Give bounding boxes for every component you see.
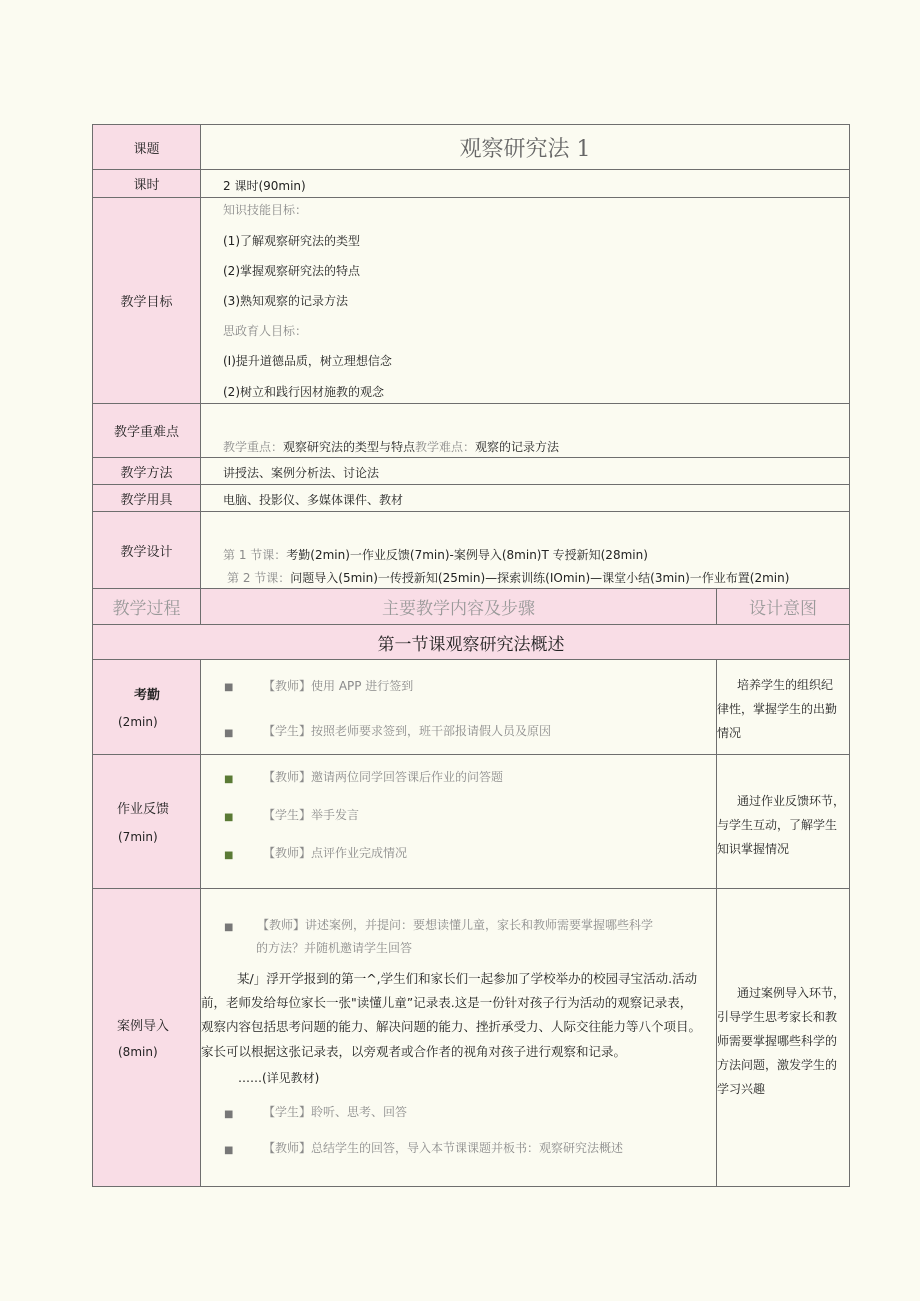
step-case-content xyxy=(200,888,717,1187)
list-item: 【教师】邀请两位同学回答课后作业的问答题 xyxy=(263,770,504,784)
section-title: 第一节课观察研究法概述 xyxy=(92,624,850,660)
bullet-icon: ■ xyxy=(224,812,234,823)
step-case-intent: 通过案例导入环节， 引导学生思考家长和教 师需要掌握哪些科学的 方法问题，激发学生的 学习兴趣 xyxy=(716,888,850,1187)
step-name: 作业反馈 xyxy=(117,802,170,817)
course-label: 课题 xyxy=(92,124,201,170)
list-item: 【教师】总结学生的回答，导入本节课课题并板书：观察研究法概述 xyxy=(263,1141,624,1155)
list-item: 【学生】聆听、思考、回答 xyxy=(263,1105,408,1119)
hours-value: 2 课时(90min) xyxy=(223,179,306,193)
bullet-icon: ■ xyxy=(224,728,234,739)
bullet-icon: ■ xyxy=(224,850,234,861)
methods-value: 讲授法、案例分析法、讨论法 xyxy=(223,466,380,480)
case-text: 某/」浮开学报到的第一^,学生们和家长们一起参加了学校举办的校园寻宝活动.活动 xyxy=(237,971,698,986)
hours-cell xyxy=(200,169,850,198)
list-item: 【学生】按照老师要求签到，班干部报请假人员及原因 xyxy=(263,724,552,738)
objectives-label: 教学目标 xyxy=(92,197,201,404)
list-item: 【教师】点评作业完成情况 xyxy=(263,846,408,860)
list-item: 【学生】举手发言 xyxy=(263,808,360,822)
key-points-line: 教学重点：观察研究法的类型与特点教学难点：观察的记录方法 xyxy=(223,440,560,454)
step-case-intro xyxy=(92,888,201,1187)
list-item: 【教师】使用 APP 进行签到 xyxy=(263,679,414,693)
step-attendance-content xyxy=(200,659,717,755)
step-attendance-intent: 培养学生的组织纪 律性，掌握学生的出勤 情况 xyxy=(716,659,850,755)
methods-label: 教学方法 xyxy=(92,457,201,485)
step-name: 考勤 xyxy=(134,688,161,703)
tools-cell xyxy=(200,484,850,512)
knowledge-item: (2)掌握观察研究法的特点 xyxy=(223,264,360,278)
knowledge-item: (3)熟知观察的记录方法 xyxy=(223,294,348,308)
case-text: 前，老师发给每位家长一张"读懂儿童”记录表.这是一份针对孩子行为活动的观察记录表， xyxy=(201,995,693,1010)
page-title: 观察研究法 1 xyxy=(200,124,850,170)
case-text: 观察内容包括思考问题的能力、解决问题的能力、挫折承受力、人际交往能力等八个项目。 xyxy=(201,1019,702,1034)
bullet-icon: ■ xyxy=(224,774,234,785)
key-points-label: 教学重难点 xyxy=(92,403,201,458)
key-points-cell xyxy=(200,403,850,458)
design-lesson-2: 第 2 节课：问题导入(5min)一传授新知(25min)—探索训练(IOmin)—课堂小结(3min)一作业布置(2min) xyxy=(227,571,790,585)
list-item: 【教师】讲述案例，并提问：要想读懂儿童，家长和教师需要掌握哪些科学 xyxy=(257,918,654,932)
list-item-cont: 的方法？并随机邀请学生回答 xyxy=(256,941,413,955)
step-name: 案例导入 xyxy=(117,1019,170,1034)
hours-label: 课时 xyxy=(92,169,201,198)
see-more: ……(详见教材) xyxy=(238,1071,320,1085)
knowledge-item: (1)了解观察研究法的类型 xyxy=(223,234,360,248)
bullet-icon: ■ xyxy=(224,1145,234,1156)
process-header-col2: 主要教学内容及步骤 xyxy=(200,588,717,625)
objectives-cell xyxy=(200,197,850,404)
step-homework-intent: 通过作业反馈环节， 与学生互动，了解学生 知识掌握情况 xyxy=(716,754,850,889)
moral-item: (I)提升道德品质，树立理想信念 xyxy=(223,354,392,368)
process-header-col1: 教学过程 xyxy=(92,588,201,625)
tools-label: 教学用具 xyxy=(92,484,201,512)
design-lesson-1: 第 1 节课：考勤(2min)一作业反馈(7min)-案例导入(8min)T 专授新知(28min) xyxy=(223,548,648,562)
step-time: (8min) xyxy=(118,1045,158,1059)
step-homework xyxy=(92,754,201,889)
tools-value: 电脑、投影仪、多媒体课件、教材 xyxy=(223,493,404,507)
moral-item: (2)树立和践行因材施教的观念 xyxy=(223,385,384,399)
moral-heading: 思政育人目标： xyxy=(223,324,308,338)
step-time: (2min) xyxy=(118,715,158,729)
bullet-icon: ■ xyxy=(224,682,234,693)
case-text: 家长可以根据这张记录表，以旁观者或合作者的视角对孩子进行观察和记录。 xyxy=(201,1044,627,1059)
bullet-icon: ■ xyxy=(224,922,234,933)
step-homework-content xyxy=(200,754,717,889)
design-cell xyxy=(200,511,850,589)
knowledge-heading: 知识技能目标： xyxy=(223,203,308,217)
step-time: (7min) xyxy=(118,830,158,844)
step-attendance xyxy=(92,659,201,755)
process-header-col3: 设计意图 xyxy=(716,588,850,625)
bullet-icon: ■ xyxy=(224,1109,234,1120)
design-label: 教学设计 xyxy=(92,511,201,589)
methods-cell xyxy=(200,457,850,485)
